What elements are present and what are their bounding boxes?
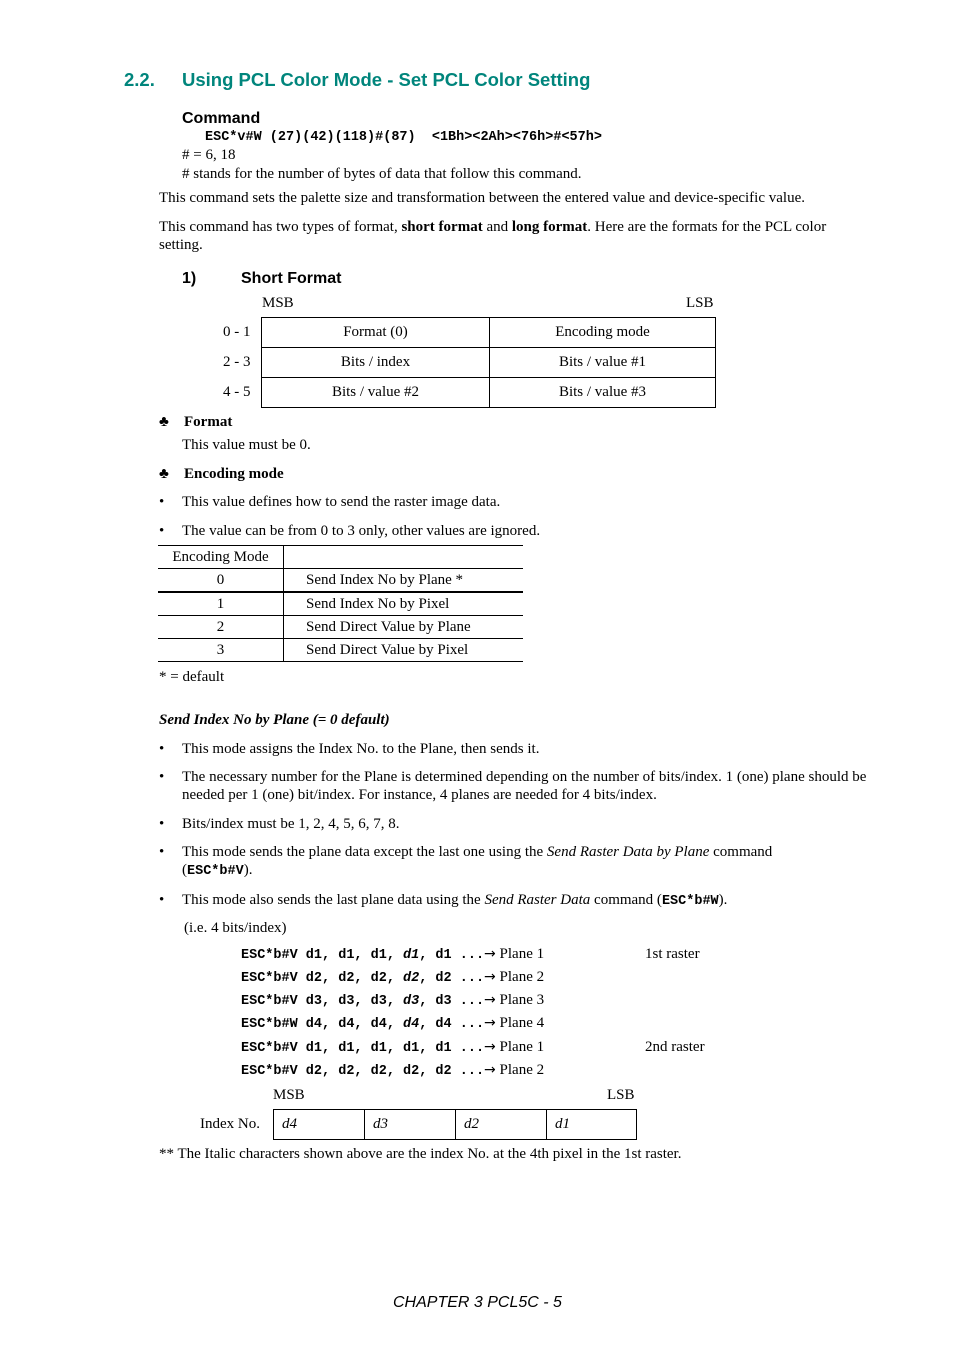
table-cell: Bits / value #3 xyxy=(490,378,716,408)
index-lsb: LSB xyxy=(607,1087,635,1103)
example-plane: Plane 2 xyxy=(499,1062,545,1078)
plane-bullet-5-b: Send Raster Data xyxy=(484,892,591,908)
example-tail: , d1 ... xyxy=(419,948,485,963)
intro-paragraph-2 xyxy=(159,218,859,254)
table-header xyxy=(284,546,524,569)
short-format-bytes-2: 4 - 5 xyxy=(223,384,251,400)
short-format-bytes-1: 2 - 3 xyxy=(223,354,251,370)
table-header: Encoding Mode xyxy=(158,546,284,569)
page-footer: CHAPTER 3 PCL5C - 5 xyxy=(393,1294,562,1311)
plane-bullet-5-e: ). xyxy=(718,892,728,908)
raster-note: 1st raster xyxy=(645,946,700,962)
plane-bullet-5-c: command ( xyxy=(590,892,662,908)
intro-text-e: . Here are the formats for the PCL color setting. xyxy=(159,219,827,253)
table-cell: 0 xyxy=(158,569,284,593)
arrow-icon: → xyxy=(484,1062,496,1078)
intro-short-format: short format xyxy=(401,219,483,235)
example-cmd: ESC*b#V d3, d3, d3, xyxy=(241,994,404,1009)
intro-paragraph-1: This command sets the palette size and transformation between the entered value and device-specific value. xyxy=(159,190,805,206)
bullet-icon: • xyxy=(159,844,165,860)
hash-values: # = 6, 18 xyxy=(182,147,236,163)
final-note: ** The Italic characters shown above are the index No. at the 4th pixel in the 1st raster. xyxy=(159,1146,682,1162)
example-italic-index: d4 xyxy=(403,1017,420,1032)
format-title: Format xyxy=(184,414,233,430)
table-row xyxy=(274,1110,637,1140)
table-cell: d3 xyxy=(365,1110,456,1140)
example-line xyxy=(241,945,544,965)
arrow-icon: → xyxy=(484,1039,496,1055)
example-line xyxy=(241,1038,544,1058)
table-row xyxy=(158,616,523,639)
encoding-table xyxy=(158,545,523,662)
plane-bullet-4-b: Send Raster Data by Plane xyxy=(546,844,710,860)
table-cell: Bits / value #2 xyxy=(262,378,490,408)
short-format-msb: MSB xyxy=(262,295,294,311)
format-text: This value must be 0. xyxy=(182,437,311,453)
plane-bullet-5 xyxy=(182,891,727,911)
intro-long-format: long format xyxy=(511,219,588,235)
example-line xyxy=(241,1061,544,1081)
short-format-bytes-0: 0 - 1 xyxy=(223,324,251,340)
plane-bullet-5-d: ESC*b#W xyxy=(661,894,719,909)
plane-bullet-2: The necessary number for the Plane is determined depending on the number of bits/index. 1 (one) plane should be needed per 1 (one) bit/index. For instance, 4 planes are needed for 4 bits/index. xyxy=(182,769,867,803)
section-title: Using PCL Color Mode - Set PCL Color Setting xyxy=(182,69,591,90)
short-format-title: Short Format xyxy=(241,270,342,287)
bullet-icon: • xyxy=(159,741,165,757)
intro-text-c: and xyxy=(482,219,512,235)
example-italic-index: d1 xyxy=(403,948,420,963)
example-plane: Plane 3 xyxy=(499,992,545,1008)
example-italic-index: d3 xyxy=(403,994,420,1009)
plane-bullet-4-d: ESC*b#V xyxy=(187,864,244,879)
example-tail: , d3 ... xyxy=(419,994,485,1009)
hash-description: # stands for the number of bytes of data that follow this command. xyxy=(182,166,582,182)
plane-bullet-1: This mode assigns the Index No. to the Plane, then sends it. xyxy=(182,741,540,757)
example-plane: Plane 4 xyxy=(499,1015,545,1031)
bullet-icon: • xyxy=(159,892,165,908)
table-cell: Bits / value #1 xyxy=(490,348,716,378)
short-format-number: 1) xyxy=(182,270,197,287)
example-italic-index: d2 xyxy=(403,971,420,986)
example-line xyxy=(241,991,544,1011)
table-cell: Send Direct Value by Plane xyxy=(306,618,471,635)
raster-note: 2nd raster xyxy=(645,1039,705,1055)
table-cell: d4 xyxy=(274,1110,365,1140)
command-syntax: ESC*v#W (27)(42)(118)#(87) <1Bh><2Ah><76h>#<57h> xyxy=(205,130,602,145)
example-cmd: ESC*b#W d4, d4, d4, xyxy=(241,1017,404,1032)
arrow-icon: → xyxy=(484,969,496,985)
command-label: Command xyxy=(182,110,261,127)
table-row xyxy=(262,318,716,348)
plane-bullet-4-c: command ( xyxy=(182,844,773,878)
table-cell: Send Index No by Pixel xyxy=(306,595,450,612)
plane-bullet-4-a: This mode sends the plane data except the last one using the xyxy=(182,844,547,860)
short-format-lsb: LSB xyxy=(686,295,714,311)
bullet-icon: • xyxy=(159,494,165,510)
example-plane: Plane 2 xyxy=(499,969,545,985)
plane-bullet-4 xyxy=(182,843,842,881)
plane-bullet-5-a: This mode also sends the last plane data using the xyxy=(182,892,485,908)
example-tail: , d1 ... xyxy=(419,1041,485,1056)
plane-bullet-4-e: ). xyxy=(243,862,253,878)
example-plane: Plane 1 xyxy=(499,946,545,962)
plane-bullet-3: Bits/index must be 1, 2, 4, 5, 6, 7, 8. xyxy=(182,816,400,832)
arrow-icon: → xyxy=(484,1015,496,1031)
table-cell: Bits / index xyxy=(262,348,490,378)
table-cell: Send Direct Value by Pixel xyxy=(306,641,469,658)
bullet-icon: • xyxy=(159,523,165,539)
table-cell: 2 xyxy=(158,616,284,639)
index-msb: MSB xyxy=(273,1087,305,1103)
example-tail: , d4 ... xyxy=(419,1017,485,1032)
example-cmd: ESC*b#V d1, d1, d1, xyxy=(241,1041,404,1056)
table-cell: d2 xyxy=(456,1110,547,1140)
table-row xyxy=(158,546,523,569)
intro-text-a: This command has two types of format, xyxy=(159,219,402,235)
example-tail: , d2 ... xyxy=(419,1064,485,1079)
example-label: (i.e. 4 bits/index) xyxy=(184,920,287,936)
table-cell: 1 xyxy=(158,592,284,616)
example-line xyxy=(241,968,544,988)
table-row xyxy=(158,639,523,662)
encoding-title: Encoding mode xyxy=(184,466,284,482)
default-footnote: * = default xyxy=(159,669,225,685)
example-tail: , d2 ... xyxy=(419,971,485,986)
example-cmd: ESC*b#V d2, d2, d2, xyxy=(241,1064,404,1079)
section-number: 2.2. xyxy=(124,69,155,90)
arrow-icon: → xyxy=(484,946,496,962)
example-plane: Plane 1 xyxy=(499,1039,545,1055)
bullet-icon: • xyxy=(159,816,165,832)
index-label: Index No. xyxy=(200,1116,260,1132)
table-row xyxy=(158,592,523,616)
club-icon: ♣ xyxy=(159,414,169,430)
arrow-icon: → xyxy=(484,992,496,1008)
table-row xyxy=(158,569,523,593)
encoding-bullet-1: This value defines how to send the raster image data. xyxy=(182,494,501,510)
table-cell: Send Index No by Plane * xyxy=(306,571,464,588)
plane-section-title: Send Index No by Plane (= 0 default) xyxy=(159,712,390,728)
short-format-table xyxy=(261,317,716,408)
example-cmd: ESC*b#V d1, d1, d1, xyxy=(241,948,404,963)
index-table xyxy=(273,1109,637,1140)
bullet-icon: • xyxy=(159,769,165,785)
example-index: d2 xyxy=(403,1064,420,1079)
encoding-bullet-2: The value can be from 0 to 3 only, other values are ignored. xyxy=(182,523,541,539)
example-line xyxy=(241,1014,544,1034)
table-cell: Format (0) xyxy=(262,318,490,348)
example-cmd: ESC*b#V d2, d2, d2, xyxy=(241,971,404,986)
club-icon: ♣ xyxy=(159,466,169,482)
table-row xyxy=(262,378,716,408)
table-cell: 3 xyxy=(158,639,284,662)
example-index: d1 xyxy=(403,1041,420,1056)
table-cell: Encoding mode xyxy=(490,318,716,348)
table-cell: d1 xyxy=(547,1110,637,1140)
table-row xyxy=(262,348,716,378)
